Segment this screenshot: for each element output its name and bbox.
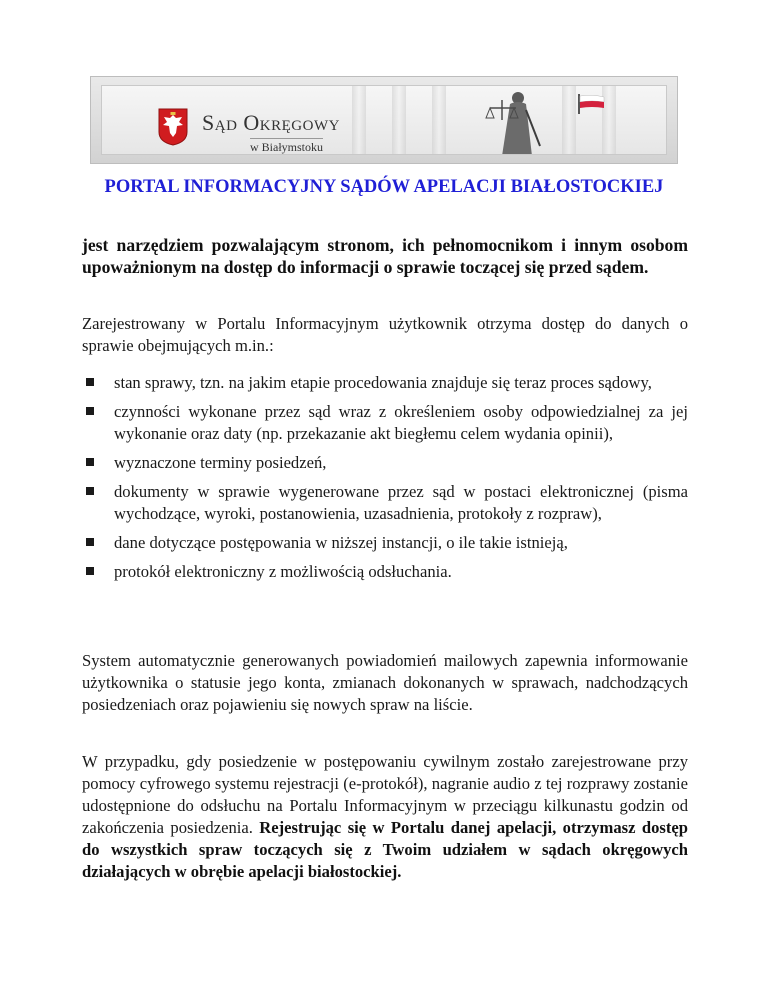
court-header-banner [90, 76, 678, 164]
building-column [562, 86, 576, 155]
square-bullet-icon [86, 407, 94, 415]
list-item-text: wyznaczone terminy posiedzeń, [114, 453, 327, 472]
list-item [82, 561, 688, 583]
building-column [432, 86, 446, 155]
list-item-text: czynności wykonane przez sąd wraz z określeniem osoby odpowiedzialnej za jej wykonanie oraz daty (np. przekazanie akt biegłemu celem wydania opinii), [114, 402, 688, 443]
feature-list [82, 372, 688, 590]
square-bullet-icon [86, 378, 94, 386]
lady-justice-statue-icon [480, 86, 550, 155]
list-item-text: dokumenty w sprawie wygenerowane przez sąd w postaci elektronicznej (pisma wychodzące, wyroki, postanowienia, uzasadnienia, protokoły z rozpraw), [114, 482, 688, 523]
audio-paragraph [82, 751, 688, 883]
court-name: Sąd Okręgowy [202, 110, 340, 135]
lead-paragraph: jest narzędziem pozwalającym stronom, ich pełnomocnikom i innym osobom upoważnionym na dostęp do informacji o sprawie toczącej się przed sądem. [82, 235, 688, 277]
list-item [82, 452, 688, 474]
list-item [82, 532, 688, 554]
square-bullet-icon [86, 487, 94, 495]
audio-paragraph-bold: Rejestrując się w Portalu danej apelacji, otrzymasz dostęp do wszystkich spraw toczących się z Twoim udziałem w sądach okręgowych działających w obrębie apelacji białostockiej. [82, 818, 688, 881]
list-item [82, 481, 688, 525]
list-item-text: stan sprawy, tzn. na jakim etapie procedowania znajduje się teraz proces sądowy, [114, 373, 652, 392]
square-bullet-icon [86, 538, 94, 546]
list-item [82, 401, 688, 445]
building-column [392, 86, 406, 155]
list-item-text: dane dotyczące postępowania w niższej instancji, o ile takie istnieją, [114, 533, 568, 552]
banner-background [101, 85, 667, 155]
square-bullet-icon [86, 567, 94, 575]
page-title: PORTAL INFORMACYJNY SĄDÓW APELACJI BIAŁOSTOCKIEJ [104, 177, 664, 197]
notifications-paragraph: System automatycznie generowanych powiadomień mailowych zapewnia informowanie użytkownika o statusie jego konta, zmianach dokonanych w sprawach, nadchodzących posiedzeniach oraz pojawieniu się nowych spraw na liście. [82, 651, 688, 714]
polish-flag-icon [578, 94, 606, 114]
list-item [82, 372, 688, 394]
building-column [352, 86, 366, 155]
list-item-text: protokół elektroniczny z możliwością odsłuchania. [114, 562, 452, 581]
audio-paragraph-text: W przypadku, gdy posiedzenie w postępowaniu cywilnym zostało zarejestrowane przy pomocy cyfrowego systemu rejestracji (e-protokół), nagranie audio z tej rozprawy zostanie udostępnione do odsłuchu na Portalu Informacyjnym w przeciągu kilkunastu godzin od zakończenia posiedzenia. [82, 752, 688, 837]
court-city: w Białymstoku [250, 140, 324, 154]
square-bullet-icon [86, 458, 94, 466]
polish-eagle-emblem-icon [158, 108, 188, 146]
intro-paragraph: Zarejestrowany w Portalu Informacyjnym użytkownik otrzyma dostęp do danych o sprawie obejmujących m.in.: [82, 314, 688, 355]
